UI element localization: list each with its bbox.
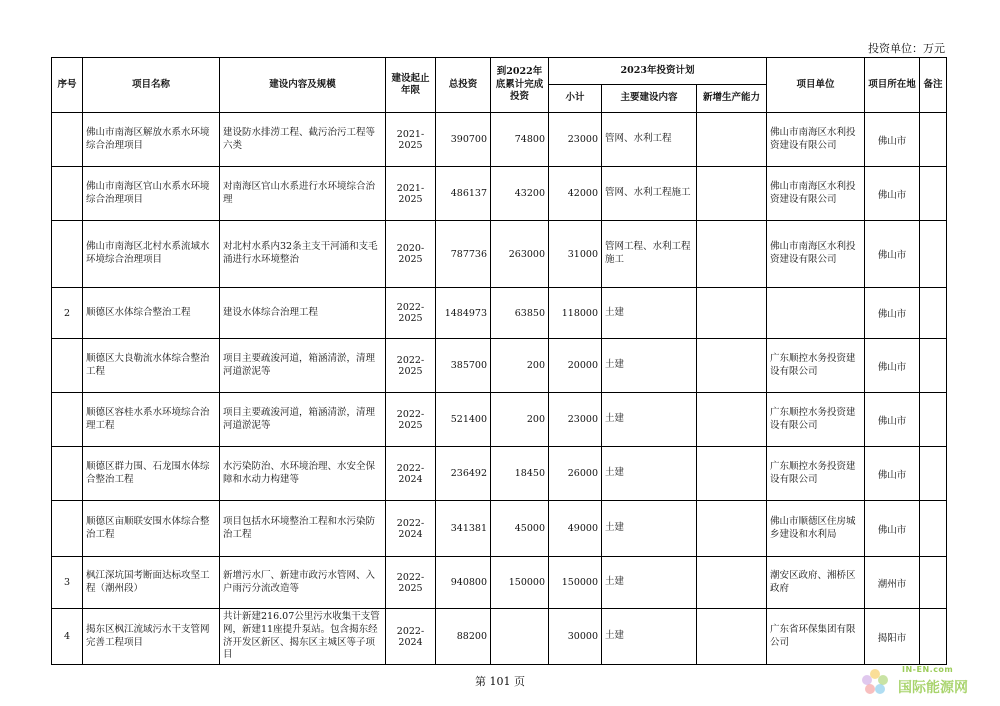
- cell-content: 项目主要疏浚河道，箱涵清淤，清理河道淤泥等: [220, 393, 386, 447]
- cell-main-content: 土建: [602, 609, 697, 665]
- cell-subtotal: 23000: [549, 393, 602, 447]
- cell-total: 486137: [436, 167, 491, 221]
- cell-period: 2022-2024: [386, 609, 436, 665]
- cell-cumulative: 45000: [491, 501, 549, 557]
- cell-seq: [52, 339, 83, 393]
- cell-subtotal: 150000: [549, 557, 602, 609]
- cell-remark: [920, 447, 947, 501]
- cell-period: 2022-2025: [386, 393, 436, 447]
- table-row: [52, 447, 947, 501]
- cell-new-capacity: [697, 447, 767, 501]
- cell-total: 1484973: [436, 288, 491, 339]
- cell-main-content: 土建: [602, 393, 697, 447]
- cell-unit: 广东顺控水务投资建设有限公司: [767, 393, 865, 447]
- cell-remark: [920, 113, 947, 167]
- cell-cumulative: 18450: [491, 447, 549, 501]
- cell-seq: 2: [52, 288, 83, 339]
- cell-total: 88200: [436, 609, 491, 665]
- cell-new-capacity: [697, 609, 767, 665]
- cell-main-content: 土建: [602, 447, 697, 501]
- watermark: [860, 655, 995, 700]
- cell-subtotal: 118000: [549, 288, 602, 339]
- cell-unit: 佛山市南海区水利投资建设有限公司: [767, 113, 865, 167]
- cell-total: 521400: [436, 393, 491, 447]
- cell-seq: [52, 113, 83, 167]
- cell-new-capacity: [697, 167, 767, 221]
- table-row: [52, 221, 947, 288]
- cell-subtotal: 42000: [549, 167, 602, 221]
- table-row: [52, 113, 947, 167]
- header-project-unit: 项目单位: [767, 58, 865, 113]
- header-project-name: 项目名称: [83, 58, 220, 113]
- cell-project-name: 枫江深坑国考断面达标攻坚工程（潮州段）: [83, 557, 220, 609]
- cell-period: 2022-2024: [386, 447, 436, 501]
- cell-unit: 潮安区政府、湘桥区政府: [767, 557, 865, 609]
- header-subtotal: 小计: [549, 85, 602, 113]
- investment-plan-table: [51, 57, 947, 665]
- cell-location: 潮州市: [865, 557, 920, 609]
- header-cumulative-investment: 到2022年底累计完成投资: [491, 58, 549, 113]
- cell-location: 佛山市: [865, 221, 920, 288]
- cell-cumulative: 200: [491, 339, 549, 393]
- cell-project-name: 顺德区群力围、石龙围水体综合整治工程: [83, 447, 220, 501]
- cell-cumulative: 150000: [491, 557, 549, 609]
- cell-project-name: 揭东区枫江流域污水干支管网完善工程项目: [83, 609, 220, 665]
- cell-new-capacity: [697, 557, 767, 609]
- header-main-content: 主要建设内容: [602, 85, 697, 113]
- page-number: 第 101 页: [475, 675, 525, 688]
- cell-main-content: 管网、水利工程施工: [602, 167, 697, 221]
- cell-seq: [52, 393, 83, 447]
- cell-content: 建设水体综合治理工程: [220, 288, 386, 339]
- cell-period: 2021-2025: [386, 113, 436, 167]
- cell-cumulative: 43200: [491, 167, 549, 221]
- header-period: 建设起止年限: [386, 58, 436, 113]
- cell-main-content: 土建: [602, 339, 697, 393]
- table-row: [52, 501, 947, 557]
- cell-new-capacity: [697, 288, 767, 339]
- header-remark: 备注: [920, 58, 947, 113]
- cell-cumulative: 74800: [491, 113, 549, 167]
- cell-period: 2022-2025: [386, 557, 436, 609]
- cell-remark: [920, 167, 947, 221]
- cell-remark: [920, 221, 947, 288]
- cell-unit: 佛山市顺德区住房城乡建设和水利局: [767, 501, 865, 557]
- cell-location: 佛山市: [865, 447, 920, 501]
- cell-period: 2021-2025: [386, 167, 436, 221]
- table-row: [52, 609, 947, 665]
- cell-seq: [52, 501, 83, 557]
- cell-main-content: 管网工程、水利工程施工: [602, 221, 697, 288]
- header-row-1: [52, 58, 947, 85]
- cell-new-capacity: [697, 221, 767, 288]
- header-seq: 序号: [52, 58, 83, 113]
- header-new-capacity: 新增生产能力: [697, 85, 767, 113]
- cell-unit: 广东顺控水务投资建设有限公司: [767, 447, 865, 501]
- cell-seq: [52, 221, 83, 288]
- cell-cumulative: 200: [491, 393, 549, 447]
- cell-total: 341381: [436, 501, 491, 557]
- table-row: [52, 288, 947, 339]
- investment-unit-label: 投资单位：万元: [868, 42, 945, 55]
- cell-location: 佛山市: [865, 113, 920, 167]
- cell-period: 2022-2025: [386, 339, 436, 393]
- cell-project-name: 顺德区容桂水系水环境综合治理工程: [83, 393, 220, 447]
- cell-remark: [920, 288, 947, 339]
- cell-seq: [52, 447, 83, 501]
- cell-period: 2022-2025: [386, 288, 436, 339]
- cell-project-name: 顺德区水体综合整治工程: [83, 288, 220, 339]
- cell-location: 揭阳市: [865, 609, 920, 665]
- table-row: [52, 393, 947, 447]
- cell-main-content: 土建: [602, 501, 697, 557]
- cell-content: 新增污水厂、新建市政污水管网、入户雨污分流改造等: [220, 557, 386, 609]
- cell-total: 385700: [436, 339, 491, 393]
- cell-subtotal: 30000: [549, 609, 602, 665]
- cell-total: 390700: [436, 113, 491, 167]
- cell-project-name: 顺德区大良勒流水体综合整治工程: [83, 339, 220, 393]
- cell-location: 佛山市: [865, 339, 920, 393]
- cell-remark: [920, 501, 947, 557]
- cell-period: 2020-2025: [386, 221, 436, 288]
- cell-total: 236492: [436, 447, 491, 501]
- cell-cumulative: [491, 609, 549, 665]
- cell-seq: 4: [52, 609, 83, 665]
- cell-location: 佛山市: [865, 501, 920, 557]
- cell-content: 对北村水系内32条主支干河涌和支毛涌进行水环境整治: [220, 221, 386, 288]
- cell-location: 佛山市: [865, 393, 920, 447]
- cell-unit: 广东顺控水务投资建设有限公司: [767, 339, 865, 393]
- cell-remark: [920, 339, 947, 393]
- cell-new-capacity: [697, 393, 767, 447]
- cell-main-content: 管网、水利工程: [602, 113, 697, 167]
- cell-content: 项目主要疏浚河道，箱涵清淤，清理河道淤泥等: [220, 339, 386, 393]
- cell-subtotal: 23000: [549, 113, 602, 167]
- cell-unit: 佛山市南海区水利投资建设有限公司: [767, 167, 865, 221]
- watermark-cn: 国际能源网: [898, 680, 968, 696]
- cell-period: 2022-2024: [386, 501, 436, 557]
- header-total-investment: 总投资: [436, 58, 491, 113]
- cell-unit: 佛山市南海区水利投资建设有限公司: [767, 221, 865, 288]
- cell-location: 佛山市: [865, 167, 920, 221]
- header-construction-content: 建设内容及规模: [220, 58, 386, 113]
- cell-subtotal: 20000: [549, 339, 602, 393]
- cell-subtotal: 49000: [549, 501, 602, 557]
- cell-unit: 广东省环保集团有限公司: [767, 609, 865, 665]
- table-row: [52, 167, 947, 221]
- table-row: [52, 339, 947, 393]
- cell-total: 787736: [436, 221, 491, 288]
- cell-subtotal: 31000: [549, 221, 602, 288]
- cell-project-name: 佛山市南海区解放水系水环境综合治理项目: [83, 113, 220, 167]
- cell-content: 建设防水排涝工程、截污治污工程等六类: [220, 113, 386, 167]
- cell-new-capacity: [697, 501, 767, 557]
- header-location: 项目所在地: [865, 58, 920, 113]
- cell-project-name: 佛山市南海区官山水系水环境综合治理项目: [83, 167, 220, 221]
- cell-total: 940800: [436, 557, 491, 609]
- cell-content: 对南海区官山水系进行水环境综合治理: [220, 167, 386, 221]
- cell-seq: [52, 167, 83, 221]
- cell-remark: [920, 557, 947, 609]
- cell-content: 水污染防治、水环境治理、水安全保障和水动力构建等: [220, 447, 386, 501]
- cell-location: 佛山市: [865, 288, 920, 339]
- cell-content: 共计新建216.07公里污水收集干支管网，新建11座提升泵站。包含揭东经济开发区新区、揭东区主城区等子项目: [220, 609, 386, 665]
- cell-new-capacity: [697, 113, 767, 167]
- cell-main-content: 土建: [602, 288, 697, 339]
- cell-content: 项目包括水环境整治工程和水污染防治工程: [220, 501, 386, 557]
- cell-main-content: 土建: [602, 557, 697, 609]
- flower-logo-icon: [860, 667, 890, 697]
- cell-unit: [767, 288, 865, 339]
- cell-seq: 3: [52, 557, 83, 609]
- cell-new-capacity: [697, 339, 767, 393]
- cell-cumulative: 263000: [491, 221, 549, 288]
- cell-subtotal: 26000: [549, 447, 602, 501]
- cell-cumulative: 63850: [491, 288, 549, 339]
- cell-project-name: 佛山市南海区北村水系流域水环境综合治理项目: [83, 221, 220, 288]
- cell-project-name: 顺德区亩顺联安围水体综合整治工程: [83, 501, 220, 557]
- watermark-en: IN-EN.com: [902, 665, 954, 674]
- cell-remark: [920, 393, 947, 447]
- table-row: [52, 557, 947, 609]
- header-plan-2023: 2023年投资计划: [549, 58, 767, 85]
